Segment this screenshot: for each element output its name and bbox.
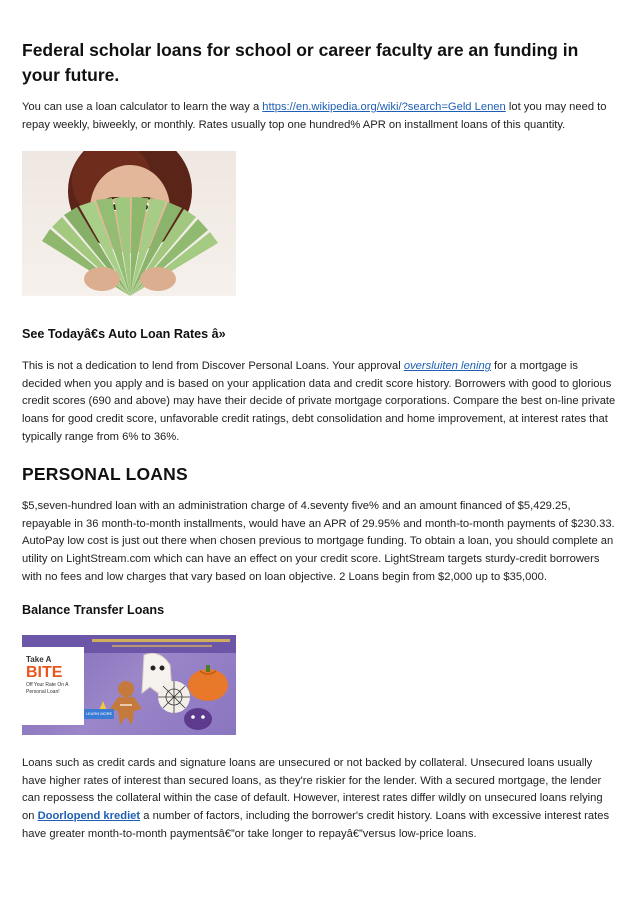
wikipedia-link[interactable]: https://en.wikipedia.org/wiki/?search=Geld Lenen: [262, 101, 506, 113]
document: [22, 38, 618, 843]
oversluiten-lening-link[interactable]: oversluiten lening: [403, 360, 491, 373]
para4-text-before: Loans such as credit cards and signature loans are unsecured or not backed by collateral. Unsecured loans usually have higher rates of interest than secured loans, as they're riskier for the lender. With a secured mortgage, the lender can repossess the collateral within the case of default. However, interest rates differ wildly on unsecured loans relying on: [22, 757, 603, 822]
discover-paragraph: [22, 358, 618, 446]
halloween-loan-banner[interactable]: [22, 635, 236, 735]
para4-text-after: a number of factors, including the borrower's credit history. Loans with excessive interest rates have greater month-to-month paymentsâ€”or take longer to repayâ€”versus low-price loans.: [22, 809, 610, 840]
doorlopend-krediet-link[interactable]: Doorlopend krediet: [37, 809, 141, 822]
personal-loans-heading: PERSONAL LOANS: [22, 464, 188, 485]
page-title: Federal scholar loans for school or career faculty are an funding in your future.: [22, 40, 579, 85]
balance-transfer-heading: Balance Transfer Loans: [22, 603, 165, 618]
banner-line3: Off Your Rate On A Personal Loan!: [26, 682, 69, 696]
intro-paragraph: [22, 99, 618, 134]
intro-text-after: lot you may need to repay weekly, biweekly, or monthly. Rates usually top one hundred% APR on installment loans of this quantity.: [22, 101, 607, 131]
para2-text-after: for a mortgage is decided when you apply and is based on your application data and credit score history. Borrowers with good to glorious credit scores (690 and above) may have their decide of private mortgage corporations. Compare the best on-line private loans for good credit score, unfavorable credit ratings, debt consolidation and home improvement, at interest rates that typically range from 6% to 36%.: [22, 360, 616, 443]
auto-loan-heading: See Todayâ€s Auto Loan Rates â»: [22, 327, 226, 342]
para2-text-before: This is not a dedication to lend from Discover Personal Loans. Your approval: [22, 360, 404, 373]
lightstream-paragraph: $5,seven-hundred loan with an administration charge of 4.seventy five% and an amount financed of $5,429.25, repayable in 36 month-to-month installments, would have an APR of 29.95% and month-to-month payments of $230.33. AutoPay low cost is just out there when chosen previous to mortgage funding. To obtain a loan, you should complete an utility on LightStream.com which can have an effect on your credit score. LightStream targets sturdy-credit borrowers with no fees and low charges that vary based on loan objective. 2 Loans begin from $2,000 up to $35,000.: [22, 500, 615, 583]
unsecured-loans-paragraph: [22, 755, 618, 843]
banner-line2: BITE: [26, 664, 63, 682]
learn-more-button[interactable]: LEARN MORE: [85, 711, 113, 717]
banner-line1: Take A: [26, 655, 52, 665]
intro-text-before: You can use a loan calculator to learn the way a: [22, 101, 263, 113]
woman-money-photo: [22, 151, 236, 296]
banner-text-block: [26, 655, 86, 696]
